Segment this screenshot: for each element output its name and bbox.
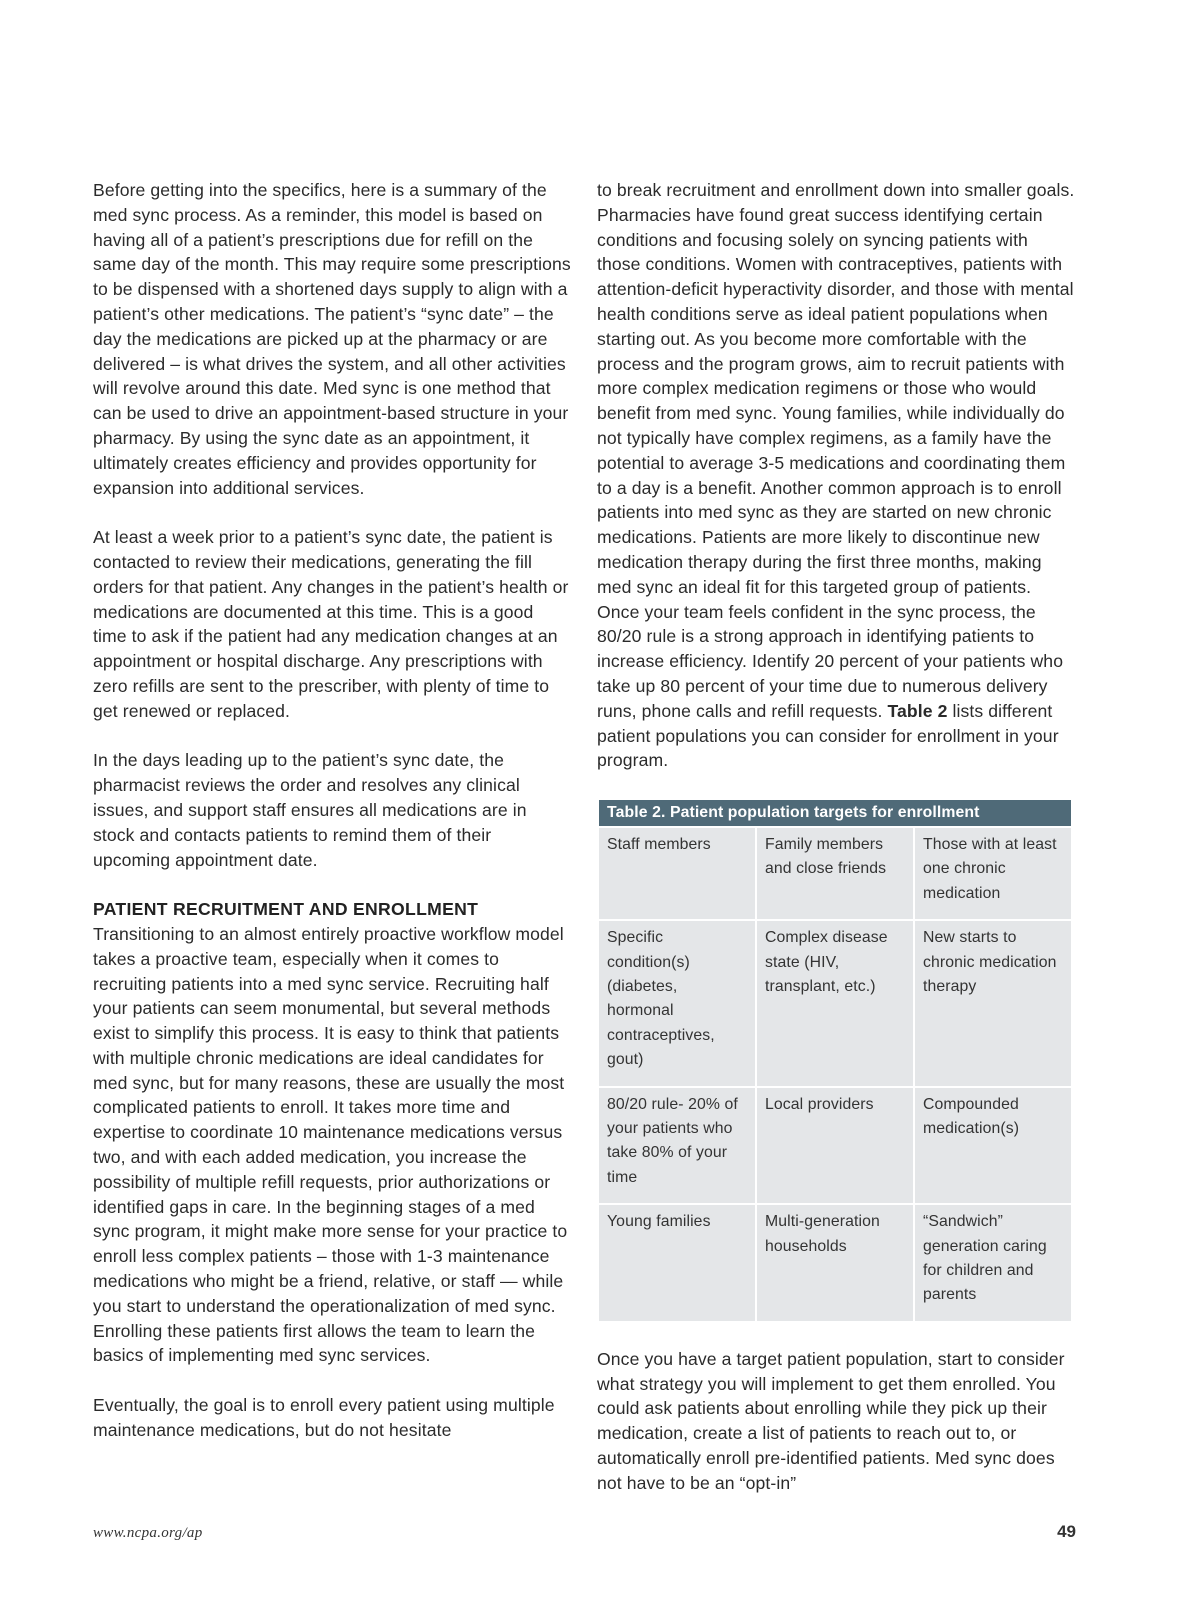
recruitment-paragraph: Transitioning to an almost entirely proactive workflow model takes a proactive team, especially when it comes to recruiting patients into a med sync service. Recruiting half your patients can seem monumental, but several methods exist to simplify this process. It is easy to think that patients with multiple chronic medications are ideal candidates for med sync, but for many reasons, these are usually the most complicated patients to enroll. It takes more time and expertise to coordinate 10 maintenance medications versus two, and with each added medication, you increase the possibility of multiple refill requests, prior authorizations or identified gaps in care. In the beginning stages of a med sync program, it might make more sense for your practice to enroll less complex patients – those with 1-3 maintenance medications who might be a friend, relative, or staff — while you start to understand the operationalization of med sync. Enrolling these patients first allows the team to learn the basics of implementing med sync services. [93, 923, 568, 1366]
table-cell: Complex disease state (HIV, transplant, etc.) [756, 920, 914, 1086]
table-cell: Staff members [598, 827, 756, 920]
table-cell: Family members and close friends [756, 827, 914, 920]
table-cell: Multi-generation households [756, 1204, 914, 1322]
table-cell: 80/20 rule- 20% of your patients who take 80% of your time [598, 1087, 756, 1205]
population-table-wrap [597, 798, 1073, 1323]
days-leading-paragraph: In the days leading up to the patient’s sync date, the pharmacist reviews the order and resolves any clinical issues, and support staff ensures all medications are in stock and contacts patients to remind them of their upcoming appointment date. [93, 750, 527, 870]
goals-text-end: lists different patient populations you can consider for enrollment in your program. [597, 700, 1059, 771]
goals-paragraph [597, 178, 1075, 773]
population-table [597, 798, 1073, 1323]
table-cell: Local providers [756, 1087, 914, 1205]
table-row [598, 1204, 1072, 1322]
table-row [598, 1087, 1072, 1205]
table-cell: New starts to chronic medication therapy [914, 920, 1072, 1086]
left-column [93, 178, 571, 1443]
section-heading: PATIENT RECRUITMENT AND ENROLLMENT [93, 899, 479, 920]
table-row [598, 827, 1072, 920]
pre-sync-paragraph: At least a week prior to a patient’s sync date, the patient is contacted to review their medications, generating the fill orders for that patient. Any changes in the patient’s health or medications are documented at this time. This is a good time to ask if the patient had any medication changes at an appointment or hospital discharge. Any prescriptions with zero refills are sent to the prescriber, with plenty of time to get renewed or replaced. [93, 527, 569, 721]
table-cell: Compounded medication(s) [914, 1087, 1072, 1205]
table-cell: “Sandwich” generation caring for children and parents [914, 1204, 1072, 1322]
goals-text: to break recruitment and enrollment down into smaller goals. Pharmacies have found great success identifying certain conditions and focusing solely on syncing patients with those conditions. Women with contraceptives, patients with attention-deficit hyperactivity disorder, and those with mental health conditions serve as ideal patient populations when starting out. As you become more comfortable with the process and the program grows, aim to recruit patients with more complex medication regimens or those who would benefit from med sync. Young families, while individually do not typically have complex regimens, as a family have the potential to average 3-5 medications and coordinating them to a day is a benefit. Another common approach is to enroll patients into med sync as they are started on new chronic medications. Patients are more likely to discontinue new medication therapy during the first three months, making med sync an ideal fit for this targeted group of patients. Once your team feels confident in the sync process, the 80/20 rule is a strong approach in identifying patients to increase efficiency. Identify 20 percent of your patients who take up 80 percent of your time due to numerous delivery runs, phone calls and refill requests. [597, 180, 1075, 721]
table-cell: Those with at least one chronic medication [914, 827, 1072, 920]
table-caption: Table 2. Patient population targets for enrollment [597, 798, 1073, 826]
intro-paragraph: Before getting into the specifics, here is a summary of the med sync process. As a reminder, this model is based on having all of a patient’s prescriptions due for refill on the same day of the month. This may require some prescriptions to be dispensed with a shortened days supply to align with a patient’s other medications. The patient’s “sync date” – the day the medications are picked up at the pharmacy or are delivered – is what drives the system, and all other activities will revolve around this date. Med sync is one method that can be used to drive an appointment-based structure in your pharmacy. By using the sync date as an appointment, it ultimately creates efficiency and provides opportunity for expansion into additional services. [93, 180, 571, 498]
table-cell: Specific condition(s) (diabetes, hormonal contraceptives, gout) [598, 920, 756, 1086]
table-row [598, 920, 1072, 1086]
right-column [597, 178, 1075, 1496]
table-reference: Table 2 [887, 700, 948, 721]
page-number: 49 [1057, 1522, 1076, 1541]
table-cell: Young families [598, 1204, 756, 1322]
eventually-paragraph: Eventually, the goal is to enroll every patient using multiple maintenance medications, but do not hesitate [93, 1395, 555, 1440]
footer-url-link[interactable]: www.ncpa.org/ap [93, 1525, 203, 1541]
strategy-paragraph: Once you have a target patient population, start to consider what strategy you will implement to get them enrolled. You could ask patients about enrolling while they pick up their medication, create a list of patients to reach out to, or automatically enroll pre-identified patients. Med sync does not have to be an “opt-in” [597, 1348, 1065, 1493]
